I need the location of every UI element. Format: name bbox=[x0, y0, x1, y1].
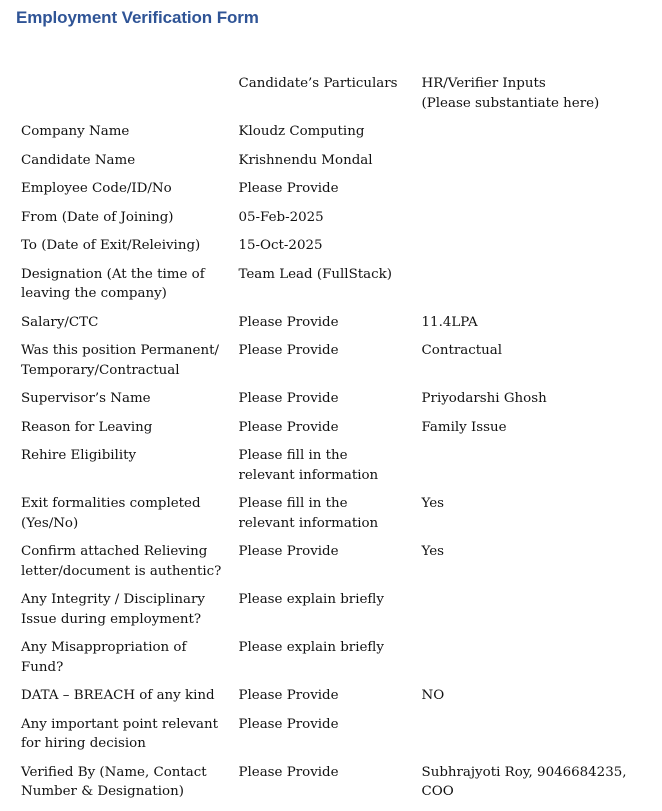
row-verifier-value bbox=[415, 208, 654, 237]
row-candidate-value: Please Provide bbox=[238, 343, 339, 358]
row-label: Reason for Leaving bbox=[21, 419, 153, 435]
table-row bbox=[14, 313, 654, 342]
row-verifier-value: Yes bbox=[421, 496, 445, 511]
header-verifier bbox=[415, 74, 654, 122]
row-verifier-value: Family Issue bbox=[421, 419, 507, 435]
row-label: Exit formalities completed (Yes/No) bbox=[21, 496, 201, 531]
table-row bbox=[14, 341, 654, 389]
row-verifier-value: Contractual bbox=[421, 343, 502, 358]
row-verifier-value bbox=[415, 446, 654, 494]
row-candidate-value: Please Provide bbox=[238, 688, 339, 703]
row-verifier-value bbox=[415, 122, 654, 151]
row-candidate-value: Please Provide bbox=[238, 314, 339, 330]
row-verifier-value: Priyodarshi Ghosh bbox=[421, 391, 547, 406]
row-label: Verified By (Name, Contact Number & Designation) bbox=[21, 764, 207, 799]
table-row bbox=[14, 446, 654, 494]
row-candidate-value: Please Provide bbox=[238, 419, 339, 435]
row-candidate-value: Please Provide bbox=[238, 181, 339, 196]
table-row bbox=[14, 151, 654, 180]
table-header-row bbox=[14, 74, 654, 122]
table-row bbox=[14, 389, 654, 418]
row-label: Was this position Permanent/ Temporary/Contractual bbox=[21, 343, 220, 378]
row-verifier-value: 11.4LPA bbox=[421, 314, 478, 330]
row-candidate-value: Please Provide bbox=[238, 716, 339, 732]
row-candidate-value: Please Provide bbox=[238, 764, 339, 780]
table-row bbox=[14, 542, 654, 590]
row-candidate-value: Please fill in the relevant information bbox=[238, 448, 379, 483]
row-candidate-value: Please Provide bbox=[238, 391, 339, 406]
table-row bbox=[14, 686, 654, 715]
table-row bbox=[14, 122, 654, 151]
row-candidate-value: 05-Feb-2025 bbox=[238, 209, 324, 225]
row-candidate-value: Please Provide bbox=[238, 544, 339, 559]
row-label: Company Name bbox=[21, 124, 130, 139]
table-row bbox=[14, 265, 654, 313]
table-row bbox=[14, 715, 654, 763]
table-row bbox=[14, 590, 654, 638]
row-label: Any Integrity / Disciplinary Issue during employment? bbox=[21, 592, 205, 627]
row-label: Any Misappropriation of Fund? bbox=[21, 640, 187, 675]
row-candidate-value: Team Lead (FullStack) bbox=[238, 266, 392, 282]
row-label: Any important point relevant for hiring decision bbox=[21, 716, 219, 751]
row-verifier-value: Yes bbox=[421, 544, 445, 559]
row-verifier-value: Subhrajyoti Roy, 9046684235, COO bbox=[421, 764, 627, 799]
row-label: Candidate Name bbox=[21, 152, 136, 168]
table-row bbox=[14, 236, 654, 265]
table-row bbox=[14, 418, 654, 447]
row-verifier-value bbox=[415, 590, 654, 638]
row-label: DATA – BREACH of any kind bbox=[21, 688, 215, 703]
row-label: Confirm attached Relieving letter/document is authentic? bbox=[21, 544, 222, 579]
row-label: Salary/CTC bbox=[21, 314, 99, 330]
row-candidate-value: Please explain briefly bbox=[238, 592, 384, 607]
row-verifier-value bbox=[415, 151, 654, 180]
table-row bbox=[14, 179, 654, 208]
row-candidate-value: Please explain briefly bbox=[238, 640, 384, 655]
header-verifier-line2: (Please substantiate here) bbox=[421, 95, 600, 111]
row-candidate-value: Kloudz Computing bbox=[238, 124, 365, 139]
row-label: To (Date of Exit/Releiving) bbox=[21, 238, 201, 253]
row-verifier-value: NO bbox=[421, 688, 445, 703]
row-verifier-value bbox=[415, 715, 654, 763]
row-label: Rehire Eligibility bbox=[21, 448, 137, 463]
table-row bbox=[14, 208, 654, 237]
header-field bbox=[14, 74, 231, 122]
row-candidate-value: 15-Oct-2025 bbox=[238, 238, 323, 253]
table-row bbox=[14, 638, 654, 686]
row-candidate-value: Please fill in the relevant information bbox=[238, 496, 379, 531]
verification-table bbox=[14, 74, 654, 811]
header-candidate: Candidate’s Particulars bbox=[238, 76, 398, 91]
row-verifier-value bbox=[415, 265, 654, 313]
row-candidate-value: Krishnendu Mondal bbox=[238, 152, 373, 168]
row-label: From (Date of Joining) bbox=[21, 209, 174, 225]
page-title: Employment Verification Form bbox=[16, 8, 259, 27]
header-verifier-line1: HR/Verifier Inputs bbox=[421, 76, 546, 91]
row-label: Supervisor’s Name bbox=[21, 391, 151, 406]
row-label: Employee Code/ID/No bbox=[21, 181, 172, 196]
row-verifier-value bbox=[415, 236, 654, 265]
table-row bbox=[14, 763, 654, 811]
table-row bbox=[14, 494, 654, 542]
row-label: Designation (At the time of leaving the company) bbox=[21, 266, 205, 301]
row-verifier-value bbox=[415, 638, 654, 686]
row-verifier-value bbox=[415, 179, 654, 208]
